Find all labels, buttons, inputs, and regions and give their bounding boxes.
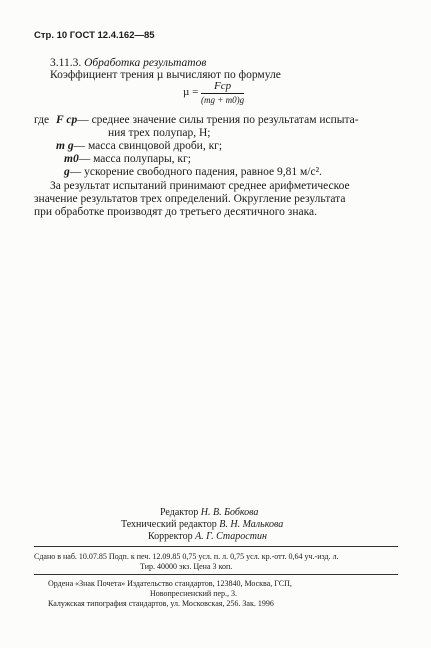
credit-proofreader: Корректор А. Г. Старостин (148, 531, 267, 542)
imprint-line-1: Сдано в наб. 10.07.85 Подп. к печ. 12.09.85 0,75 усл. п. л. 0,75 усл. кр.-отт. 0,64 уч.-изд. л. (34, 552, 339, 561)
page-header: Стр. 10 ГОСТ 12.4.162—85 (34, 30, 155, 41)
section-title: Обработка результатов (84, 57, 207, 69)
paragraph-line-1: За результат испытаний принимают среднее арифметическое (50, 180, 350, 192)
paragraph-line-2: значение результатов трех определений. Округление результата (34, 193, 346, 205)
symbol-mg: m g (56, 140, 74, 152)
formula-numerator: Fср (201, 80, 244, 94)
formula-lhs: µ = (183, 86, 199, 99)
section-number: 3.11.3. (50, 57, 82, 69)
where-item-force: F ср— среднее значение силы трения по результатам испыта- (56, 114, 359, 126)
intro-line: Коэффициент трения µ вычисляют по формуле (50, 69, 281, 81)
paragraph-line-3: при обработке производят до третьего десятичного знака. (34, 206, 317, 218)
divider-middle (34, 574, 398, 575)
publisher-line-2: Новопресненский пер., 3. (150, 589, 238, 598)
publisher-line-3: Калужская типография стандартов, ул. Московская, 256. Зак. 1996 (48, 599, 274, 608)
credit-editor: Редактор Н. В. Бобкова (160, 507, 259, 518)
symbol-f: F ср (56, 114, 78, 126)
formula-denominator: (mg + m0)g (201, 95, 245, 105)
formula-fraction (201, 80, 244, 105)
credit-tech-editor: Технический редактор В. Н. Малькова (121, 519, 284, 530)
symbol-g: g (64, 166, 70, 178)
where-item-force-cont: ния трех полупар, Н; (108, 127, 211, 139)
publisher-line-1: Ордена «Знак Почета» Издательство стандартов, 123840, Москва, ГСП, (48, 579, 292, 588)
where-item-pair-mass: m0— масса полупары, кг; (64, 153, 191, 165)
friction-formula (183, 80, 244, 105)
where-item-gravity: g— ускорение свободного падения, равное 9,81 м/с². (64, 166, 322, 178)
divider-top (34, 546, 398, 547)
where-item-shot-mass: m g— масса свинцовой дроби, кг; (56, 140, 223, 152)
where-lead: где (34, 114, 50, 126)
imprint-line-2: Тир. 40000 экз. Цена 3 коп. (140, 562, 233, 571)
symbol-m0: m0 (64, 153, 79, 165)
